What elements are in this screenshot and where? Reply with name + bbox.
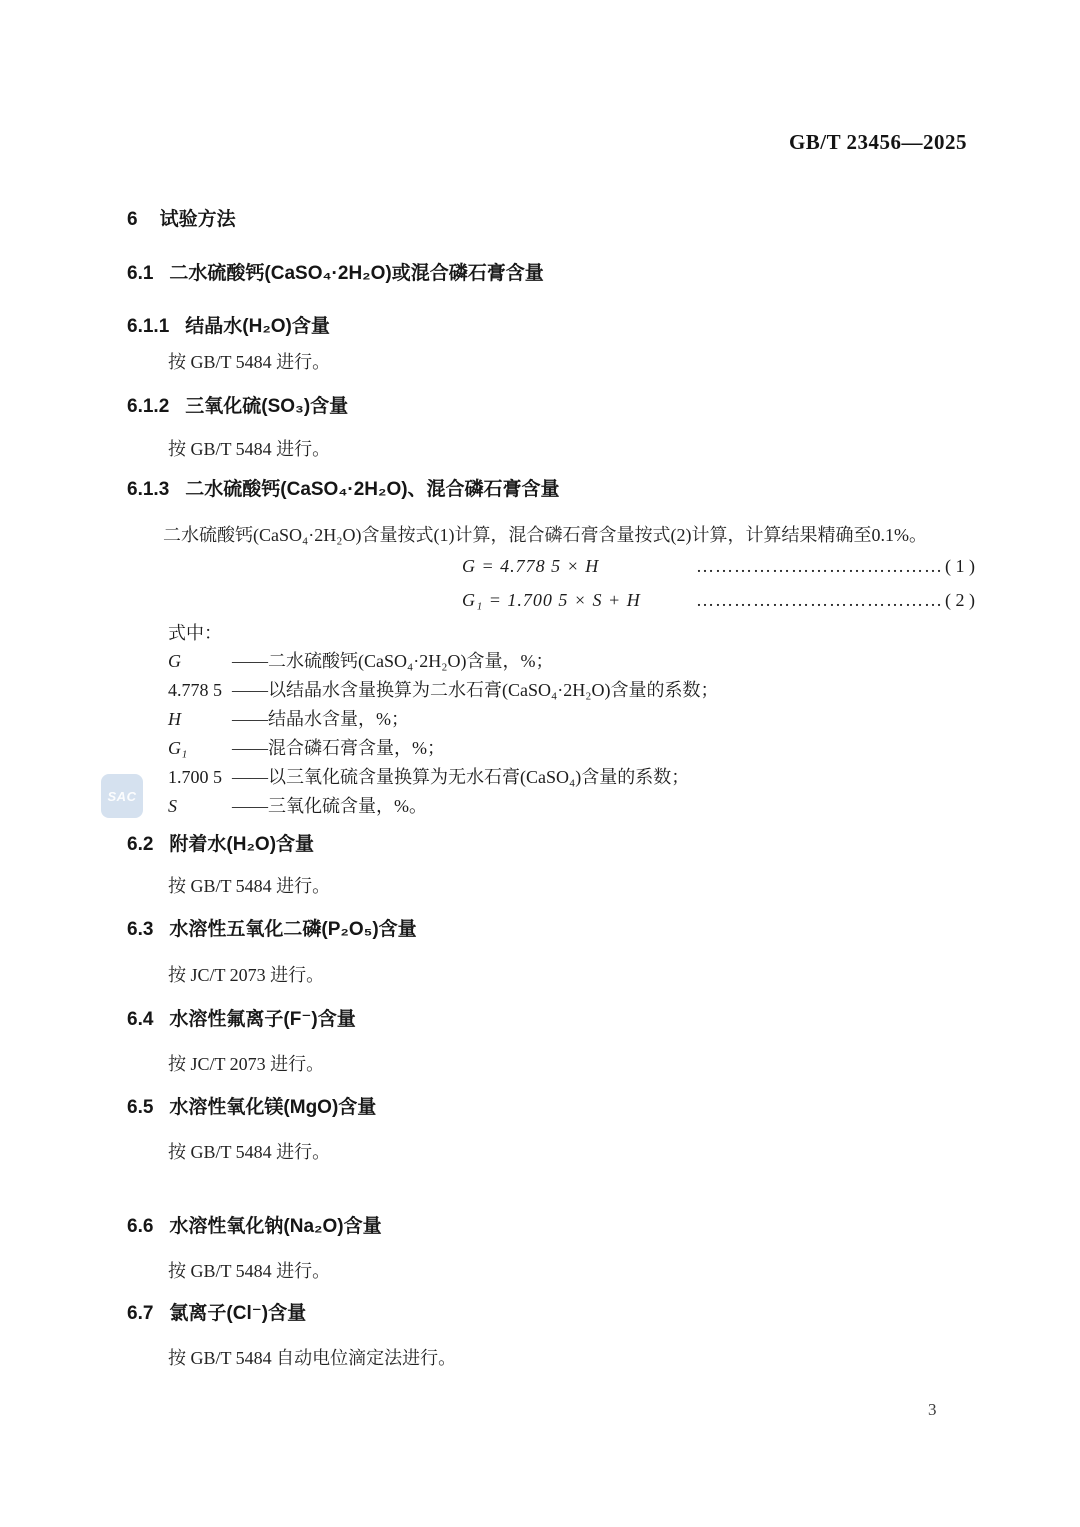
formula-1-expression: G = 4.778 5 × H — [462, 556, 600, 576]
symbol-term: G — [168, 651, 181, 671]
symbol-definition: ——混合磷石膏含量，%； — [232, 738, 445, 758]
document-content — [127, 208, 975, 1370]
section-title: 二水硫酸钙(CaSO₄·2H₂O)、混合磷石膏含量 — [185, 479, 560, 500]
standard-number: GB/T 23456—2025 — [788, 130, 967, 154]
formula-1-number: ( 1 ) — [945, 556, 975, 576]
section-body-6-1-1: 按 GB/T 5484 进行。 — [168, 352, 331, 372]
chapter-number: 6 — [127, 209, 138, 230]
section-number: 6.2 — [127, 834, 154, 855]
symbol-term: H — [168, 709, 181, 729]
section-number: 6.1.2 — [127, 396, 170, 417]
symbol-definition: ——以结晶水含量换算为二水石膏(CaSO₄·2H₂O)含量的系数； — [232, 680, 719, 700]
where-label: 式中： — [168, 623, 222, 643]
section-body-6-4: 按 JC/T 2073 进行。 — [168, 1054, 325, 1074]
section-heading-6-7 — [127, 1302, 975, 1326]
definition-row — [168, 734, 975, 763]
section-heading-6-1-1 — [127, 315, 975, 339]
symbol-definition: ——三氧化硫含量，%。 — [232, 796, 427, 816]
section-number: 6.1.3 — [127, 479, 170, 500]
definition-row — [168, 792, 975, 821]
section-number: 6.3 — [127, 919, 154, 940]
formula-2 — [127, 586, 975, 614]
section-heading-6-4 — [127, 1008, 975, 1032]
section-title: 水溶性氧化钠(Na₂O)含量 — [169, 1216, 382, 1237]
symbol-term: 1.700 5 — [168, 767, 222, 787]
chapter-heading — [127, 208, 975, 232]
section-heading-6-1-2 — [127, 395, 975, 419]
section-title: 氯离子(Cl⁻)含量 — [169, 1303, 307, 1324]
page-number: 3 — [928, 1400, 937, 1419]
chapter-title: 试验方法 — [159, 209, 236, 230]
section-body-6-3: 按 JC/T 2073 进行。 — [168, 965, 325, 985]
definition-row — [168, 763, 975, 792]
formula-1 — [127, 552, 975, 580]
symbol-term: 4.778 5 — [168, 680, 222, 700]
section-title: 水溶性五氧化二磷(P₂O₅)含量 — [169, 919, 417, 940]
symbol-definition: ——结晶水含量，%； — [232, 709, 409, 729]
formula-2-expression: G₁ = 1.700 5 × S + H — [462, 590, 641, 610]
formula-2-number: ( 2 ) — [945, 590, 975, 610]
section-number: 6.1 — [127, 263, 154, 284]
section-body-6-7: 按 GB/T 5484 自动电位滴定法进行。 — [168, 1348, 457, 1368]
section-body-6-5: 按 GB/T 5484 进行。 — [168, 1142, 331, 1162]
section-heading-6-5 — [127, 1096, 975, 1120]
section-number: 6.5 — [127, 1097, 154, 1118]
section-title: 附着水(H₂O)含量 — [169, 834, 315, 855]
section-heading-6-6 — [127, 1215, 975, 1239]
symbol-term: G₁ — [168, 738, 188, 758]
section-title: 水溶性氟离子(F⁻)含量 — [169, 1009, 356, 1030]
section-number: 6.6 — [127, 1216, 154, 1237]
definition-row — [168, 647, 975, 676]
section-title: 三氧化硫(SO₃)含量 — [185, 396, 349, 417]
section-body-6-2: 按 GB/T 5484 进行。 — [168, 876, 331, 896]
section-paragraph-6-1-3: 二水硫酸钙(CaSO₄·2H₂O)含量按式(1)计算，混合磷石膏含量按式(2)计算，计算结果精确至0.1%。 — [163, 525, 928, 545]
section-title: 结晶水(H₂O)含量 — [185, 316, 330, 337]
symbol-definitions — [127, 647, 975, 821]
section-heading-6-1-3 — [127, 478, 975, 502]
section-body-6-1-2: 按 GB/T 5484 进行。 — [168, 439, 331, 459]
sac-watermark-text: SAC — [107, 788, 137, 804]
section-heading-6-1 — [127, 262, 975, 286]
section-title: 水溶性氧化镁(MgO)含量 — [169, 1097, 377, 1118]
section-heading-6-3 — [127, 918, 975, 942]
formula-1-dot-leader: ………………………………… — [696, 556, 943, 576]
section-number: 6.1.1 — [127, 316, 170, 337]
section-number: 6.4 — [127, 1009, 154, 1030]
symbol-term: S — [168, 796, 177, 816]
section-body-6-6: 按 GB/T 5484 进行。 — [168, 1261, 331, 1281]
section-heading-6-2 — [127, 833, 975, 857]
definition-row — [168, 705, 975, 734]
formula-2-dot-leader: ………………………………… — [696, 590, 943, 610]
symbol-definition: ——二水硫酸钙(CaSO₄·2H₂O)含量，%； — [232, 651, 554, 671]
definition-row — [168, 676, 975, 705]
symbol-definition: ——以三氧化硫含量换算为无水石膏(CaSO₄)含量的系数； — [232, 767, 690, 787]
section-title: 二水硫酸钙(CaSO₄·2H₂O)或混合磷石膏含量 — [169, 263, 544, 284]
section-number: 6.7 — [127, 1303, 154, 1324]
